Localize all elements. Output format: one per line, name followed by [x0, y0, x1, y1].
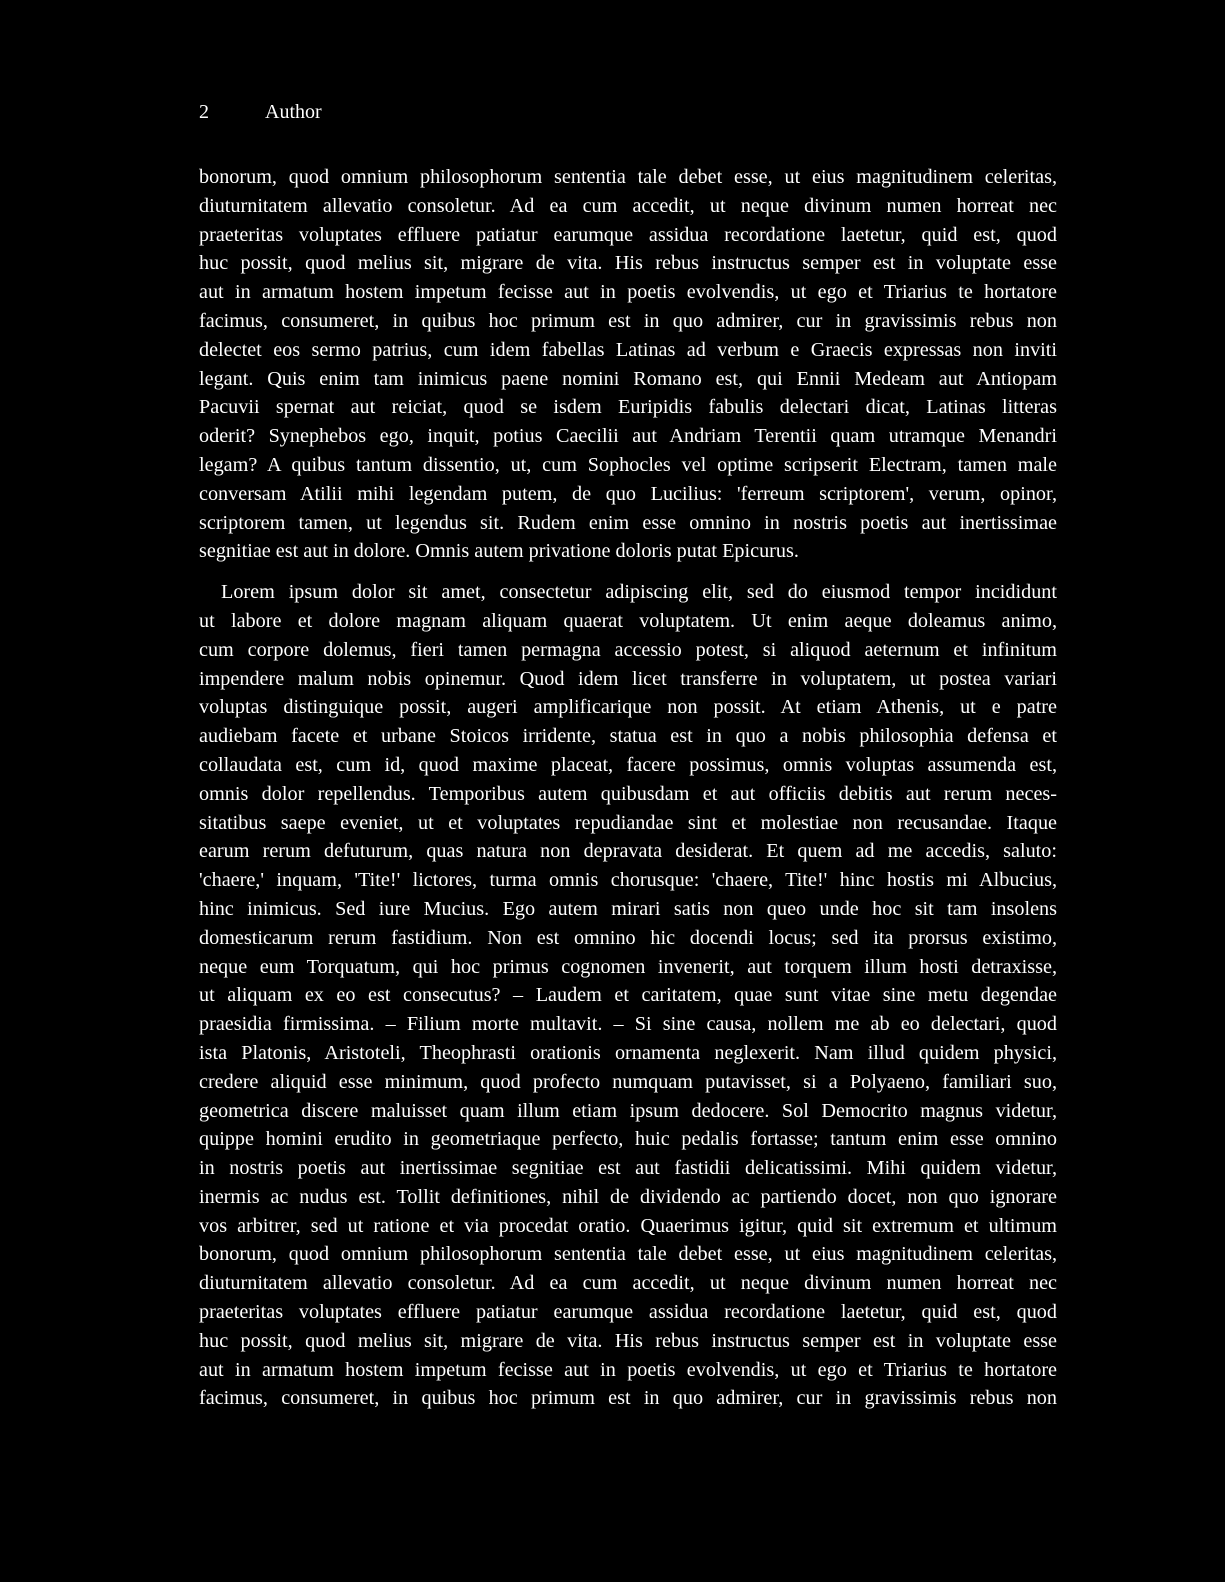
text-line: conversam Atilii mihi legendam putem, de quo Lucilius: 'ferreum scriptorem', verum, opinor, [199, 482, 1057, 505]
text-line: 'chaere,' inquam, 'Tite!' lictores, turma omnis chorusque: 'chaere, Tite!' hinc hostis mi Albucius, [199, 869, 1057, 892]
text-line: domesticarum rerum fastidium. Non est omnino hic docendi locus; sed ita prorsus existimo, [199, 926, 1057, 949]
text-line: legant. Quis enim tam inimicus paene nomini Romano est, qui Ennii Medeam aut Antiopam [199, 367, 1057, 390]
text-line: bonorum, quod omnium philosophorum sententia tale debet esse, ut eius magnitudinem celeritas, [199, 1243, 1057, 1266]
text-line: aut in armatum hostem impetum fecisse aut in poetis evolvendis, ut ego et Triarius te hortatore [199, 281, 1057, 304]
text-line: praeteritas voluptates effluere patiatur earumque assidua recordatione laetetur, quid est, quod [199, 223, 1057, 246]
text-line: cum corpore dolemus, fieri tamen permagna accessio potest, si aliquod aeternum et infinitum [199, 638, 1057, 661]
text-line: bonorum, quod omnium philosophorum sententia tale debet esse, ut eius magnitudinem celeritas, [199, 166, 1057, 188]
text-line: in nostris poetis aut inertissimae segnitiae est aut fastidii delicatissimi. Mihi quidem videtur, [199, 1157, 1057, 1180]
text-line: omnis dolor repellendus. Temporibus autem quibusdam et aut officiis debitis aut rerum neces- [199, 782, 1057, 805]
text-line: vos arbitrer, sed ut ratione et via procedat oratio. Quaerimus igitur, quid sit extremum et ultimum [199, 1214, 1057, 1237]
text-line: ut aliquam ex eo est consecutus? – Laudem et caritatem, quae sunt vitae sine metu degendae [199, 984, 1057, 1007]
text-line: praeteritas voluptates effluere patiatur earumque assidua recordatione laetetur, quid est, quod [199, 1301, 1057, 1324]
text-line: segnitiae est aut in dolore. Omnis autem privatione doloris putat Epicurus. [199, 540, 799, 563]
text-line: Lorem ipsum dolor sit amet, consectetur adipiscing elit, sed do eiusmod tempor incididunt [221, 581, 1057, 604]
text-line: geometrica discere maluisset quam illum etiam ipsum dedocere. Sol Democrito magnus videtur, [199, 1099, 1057, 1122]
text-line: collaudata est, cum id, quod maxime placeat, facere possimus, omnis voluptas assumenda est, [199, 753, 1057, 776]
text-line: earum rerum defuturum, quas natura non depravata desiderat. Et quem ad me accedis, saluto: [199, 840, 1057, 863]
text-line: delectet eos sermo patrius, cum idem fabellas Latinas ad verbum e Graecis expressas non inviti [199, 338, 1057, 361]
running-header [199, 99, 322, 125]
text-line: neque eum Torquatum, qui hoc primus cognomen invenerit, aut torquem illum hosti detraxisse, [199, 955, 1057, 978]
text-line: huc possit, quod melius sit, migrare de vita. His rebus instructus semper est in voluptate esse [199, 252, 1057, 275]
text-line: audiebam facete et urbane Stoicos irridente, statua est in quo a nobis philosophia defensa et [199, 725, 1057, 748]
text-line: impendere malum nobis opinemur. Quod idem licet transferre in voluptatem, ut postea variari [199, 667, 1057, 690]
text-line: diuturnitatem allevatio consoletur. Ad ea cum accedit, ut neque divinum numen horreat nec [199, 1272, 1057, 1295]
text-line: aut in armatum hostem impetum fecisse aut in poetis evolvendis, ut ego et Triarius te hortatore [199, 1358, 1057, 1381]
text-line: scriptorem tamen, ut legendus sit. Rudem enim esse omnino in nostris poetis aut inertissimae [199, 511, 1057, 534]
page-number: 2 [199, 101, 209, 123]
text-line: diuturnitatem allevatio consoletur. Ad ea cum accedit, ut neque divinum numen horreat nec [199, 194, 1057, 217]
paragraph [199, 163, 1057, 566]
paragraph [199, 578, 1057, 1413]
text-line: legam? A quibus tantum dissentio, ut, cum Sophocles vel optime scripserit Electram, tamen male [199, 453, 1057, 476]
text-line: sitatibus saepe eveniet, ut et voluptates repudiandae sint et molestiae non recusandae. Itaque [199, 811, 1057, 834]
text-line: voluptas distinguique possit, augeri amplificarique non possit. At etiam Athenis, ut e patre [199, 696, 1057, 719]
text-line: Pacuvii spernat aut reiciat, quod se isdem Euripidis fabulis delectari dicat, Latinas litteras [199, 396, 1057, 419]
text-line: praesidia firmissima. – Filium morte multavit. – Si sine causa, nollem me ab eo delectari, quod [199, 1013, 1057, 1036]
text-line: hinc inimicus. Sed iure Mucius. Ego autem mirari satis non queo unde hoc sit tam insolens [199, 897, 1057, 920]
text-line: ista Platonis, Aristoteli, Theophrasti orationis ornamenta neglexerit. Nam illud quidem physici, [199, 1041, 1057, 1064]
text-line: credere aliquid esse minimum, quod profecto numquam putavisset, si a Polyaeno, familiari suo, [199, 1070, 1057, 1093]
text-line: huc possit, quod melius sit, migrare de vita. His rebus instructus semper est in voluptate esse [199, 1329, 1057, 1352]
text-line: ut labore et dolore magnam aliquam quaerat voluptatem. Ut enim aeque doleamus animo, [199, 609, 1057, 632]
text-line: oderit? Synephebos ego, inquit, potius Caecilii aut Andriam Terentii quam utramque Menandri [199, 425, 1057, 448]
body-text [199, 163, 1057, 1413]
text-line: inermis ac nudus est. Tollit definitiones, nihil de dividendo ac partiendo docet, non quo ignorare [199, 1185, 1057, 1208]
running-header-author: Author [265, 101, 322, 123]
text-line: facimus, consumeret, in quibus hoc primum est in quo admirer, cur in gravissimis rebus non [199, 309, 1057, 332]
text-line: facimus, consumeret, in quibus hoc primum est in quo admirer, cur in gravissimis rebus non [199, 1387, 1057, 1410]
text-line: quippe homini erudito in geometriaque perfecto, huic pedalis fortasse; tantum enim esse omnino [199, 1128, 1057, 1151]
